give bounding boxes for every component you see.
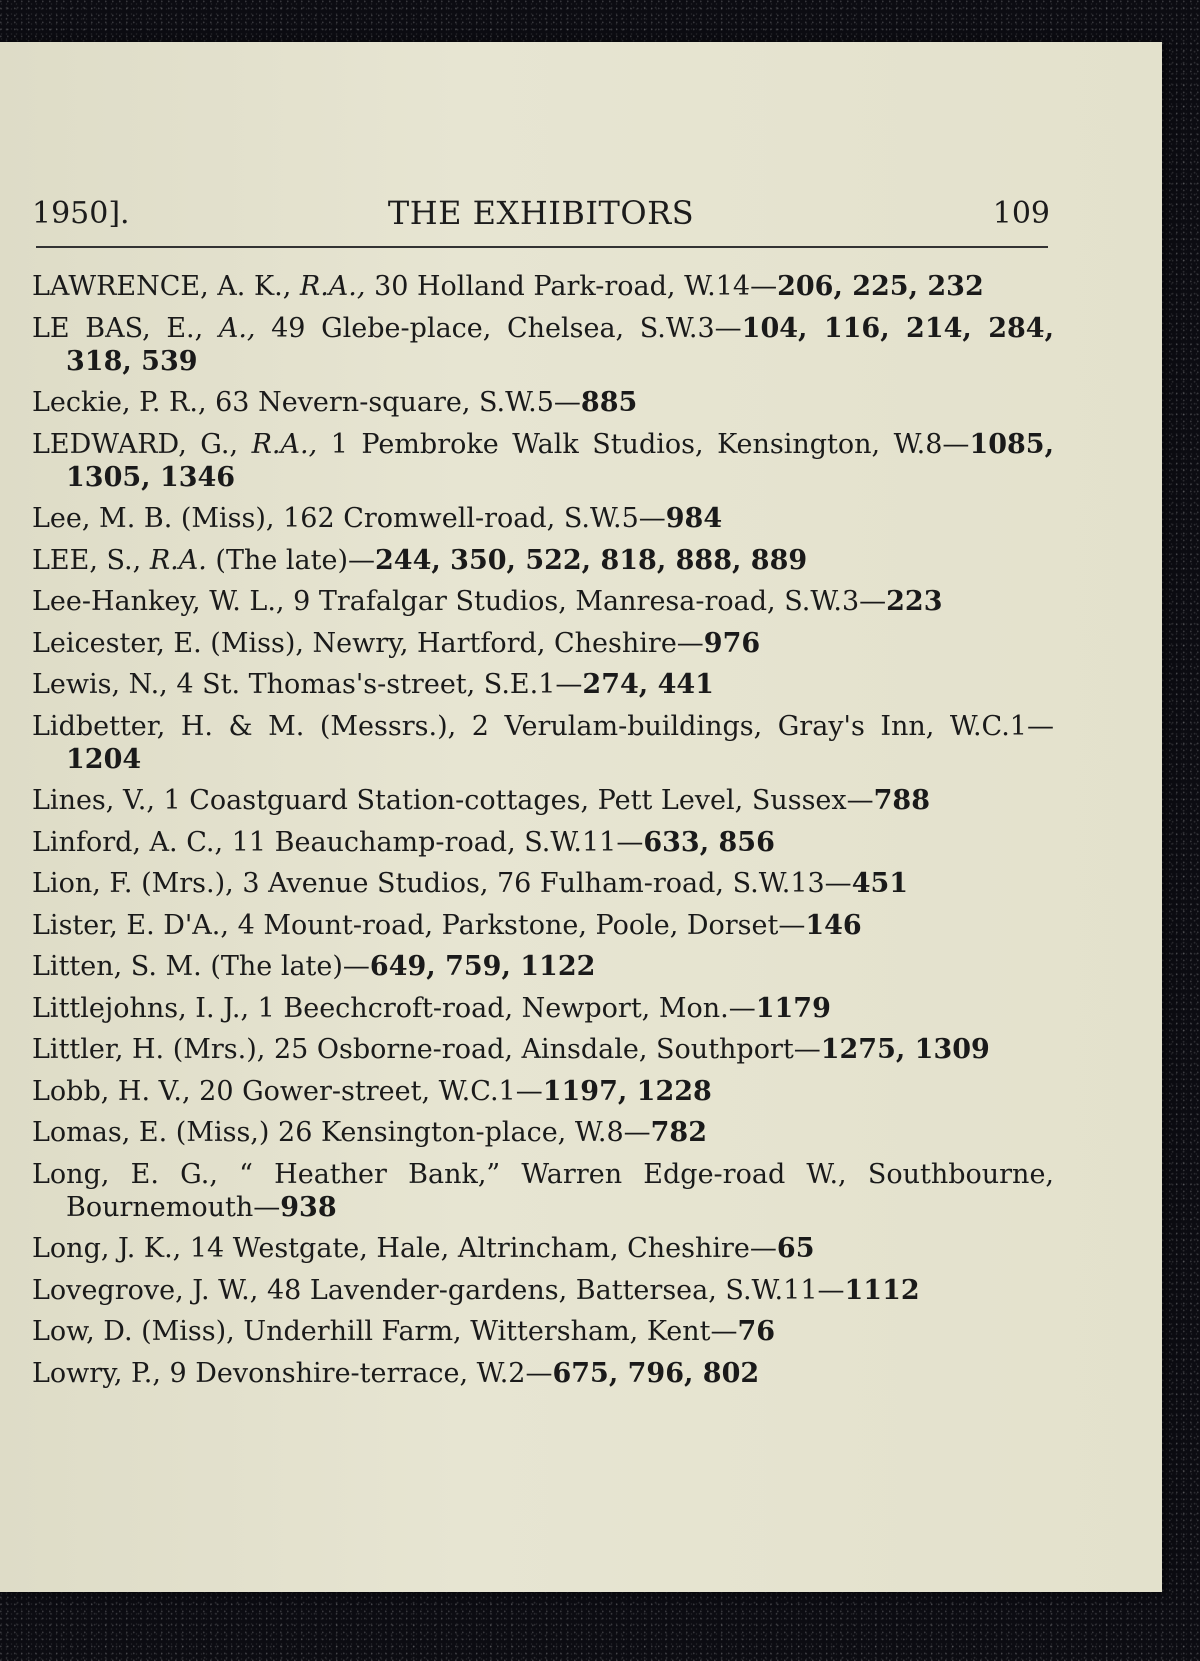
exhibitor-entry <box>32 270 1054 303</box>
exhibitor-address: 3 Avenue Studios, 76 Fulham-road, S.W.13— <box>242 868 852 899</box>
exhibitor-entry <box>32 627 1054 660</box>
exhibitor-entry <box>32 1075 1054 1108</box>
exhibit-numbers: 146 <box>805 909 862 941</box>
exhibit-numbers: 223 <box>886 586 943 617</box>
exhibit-numbers: 1112 <box>844 1274 920 1306</box>
exhibitor-address: 20 Gower-street, W.C.1— <box>199 1075 543 1107</box>
book-page <box>0 42 1162 1592</box>
exhibitor-address: (The late)— <box>215 544 375 576</box>
exhibitor-name: Littlejohns, I. J., <box>32 992 250 1024</box>
exhibit-numbers: 104, 116, 214, 284, 318, 539 <box>66 312 1054 377</box>
page-number: 109 <box>992 196 1050 231</box>
exhibitor-entry <box>32 1315 1054 1348</box>
header-rule <box>36 246 1048 248</box>
exhibitor-entry <box>32 1274 1054 1307</box>
exhibit-numbers: 1204 <box>66 743 142 775</box>
exhibitor-address: 9 Devonshire-terrace, W.2— <box>169 1357 553 1389</box>
page-title: THE EXHIBITORS <box>387 194 695 232</box>
exhibit-numbers: 206, 225, 232 <box>777 271 984 302</box>
exhibitor-name: Lion, F. (Mrs.), <box>32 868 234 899</box>
exhibit-numbers: 65 <box>776 1233 815 1264</box>
exhibitor-entry <box>32 1158 1054 1224</box>
exhibitor-distinction: R.A., <box>299 271 366 302</box>
exhibitor-entry <box>32 867 1054 900</box>
exhibitor-address: 25 Osborne-road, Ainsdale, Southport— <box>273 1034 821 1065</box>
exhibitor-distinction: A., <box>218 312 256 344</box>
exhibit-numbers: 1085, 1305, 1346 <box>66 428 1054 493</box>
exhibitor-address: 26 Kensington-place, W.8— <box>278 1117 651 1148</box>
exhibitor-name: Leicester, E. (Miss), <box>32 627 304 659</box>
exhibit-numbers: 782 <box>650 1117 708 1148</box>
page-header <box>32 190 1050 240</box>
exhibit-numbers: 675, 796, 802 <box>552 1357 760 1389</box>
exhibit-numbers: 976 <box>703 627 761 659</box>
exhibit-numbers: 1179 <box>755 992 831 1024</box>
exhibitor-entry <box>32 312 1054 378</box>
exhibitor-name: LEE, S., <box>32 544 142 576</box>
exhibitor-address: 48 Lavender-gardens, Battersea, S.W.11— <box>266 1274 845 1306</box>
exhibitor-entry <box>32 1033 1054 1066</box>
exhibit-numbers: 244, 350, 522, 818, 888, 889 <box>375 544 808 576</box>
exhibitor-name: LEDWARD, G., <box>32 428 239 460</box>
exhibitor-name: Lines, V., <box>32 785 155 816</box>
exhibitor-entry <box>32 544 1054 577</box>
exhibitor-address: Underhill Farm, Wittersham, Kent— <box>243 1316 738 1347</box>
exhibit-numbers: 649, 759, 1122 <box>369 951 596 982</box>
exhibitor-name: Long, J. K., <box>32 1233 182 1264</box>
header-year: 1950]. <box>32 196 130 231</box>
exhibit-numbers: 1197, 1228 <box>542 1075 712 1107</box>
exhibitor-address: 2 Verulam-buildings, Gray's Inn, W.C.1— <box>471 710 1054 742</box>
exhibitor-entry <box>32 585 1054 618</box>
exhibitor-name: Long, E. G., <box>32 1158 218 1190</box>
exhibitor-name: Lee-Hankey, W. L., <box>32 586 285 617</box>
exhibit-numbers: 76 <box>737 1316 776 1347</box>
exhibit-numbers: 451 <box>851 868 909 899</box>
exhibitor-address: 9 Trafalgar Studios, Manresa-road, S.W.3— <box>293 586 887 617</box>
exhibitor-address: 162 Cromwell-road, S.W.5— <box>283 503 666 534</box>
exhibit-numbers: 1275, 1309 <box>820 1034 990 1065</box>
exhibitor-name: Lomas, E. (Miss,) <box>32 1117 270 1148</box>
exhibitor-entry <box>32 909 1054 942</box>
exhibitor-entry <box>32 826 1054 859</box>
exhibitor-name: Lobb, H. V., <box>32 1075 191 1107</box>
exhibitor-entry <box>32 784 1054 817</box>
exhibitor-list <box>32 270 1054 1398</box>
exhibitor-address: 14 Westgate, Hale, Altrincham, Cheshire— <box>189 1233 777 1264</box>
exhibitor-name: Linford, A. C., <box>32 826 224 858</box>
exhibitor-name: Lowry, P., <box>32 1357 161 1389</box>
exhibitor-entry <box>32 1357 1054 1390</box>
exhibitor-address: 63 Nevern-square, S.W.5— <box>215 387 581 418</box>
exhibitor-entry <box>32 502 1054 535</box>
exhibitor-entry <box>32 1116 1054 1149</box>
exhibitor-name: Lidbetter, H. & M. (Messrs.), <box>32 710 457 742</box>
exhibitor-address: 4 Mount-road, Parkstone, Poole, Dorset— <box>237 909 806 941</box>
exhibitor-distinction: R.A. <box>149 544 207 576</box>
exhibitor-entry <box>32 428 1054 494</box>
exhibit-numbers: 274, 441 <box>582 669 714 700</box>
exhibitor-entry <box>32 668 1054 701</box>
exhibitor-entry <box>32 710 1054 776</box>
exhibitor-name: Low, D. (Miss), <box>32 1316 235 1347</box>
exhibitor-distinction: R.A., <box>251 428 318 460</box>
exhibitor-address: Newry, Hartford, Cheshire— <box>312 627 704 659</box>
exhibitor-address: “ Heather Bank,” Warren Edge-road W., Southbourne, Bournemouth— <box>66 1158 1055 1223</box>
exhibitor-name: Lewis, N., <box>32 669 168 700</box>
exhibitor-name: Lister, E. D'A., <box>32 909 229 941</box>
exhibit-numbers: 633, 856 <box>643 826 775 858</box>
exhibitor-entry <box>32 386 1054 419</box>
exhibit-numbers: 984 <box>665 503 723 534</box>
exhibitor-entry <box>32 1232 1054 1265</box>
exhibitor-name: Litten, S. M. <box>32 951 202 982</box>
exhibitor-address: 30 Holland Park-road, W.14— <box>374 271 778 302</box>
exhibitor-address: 11 Beauchamp-road, S.W.11— <box>231 826 644 858</box>
exhibitor-address: 1 Pembroke Walk Studios, Kensington, W.8— <box>330 428 970 460</box>
exhibitor-address: 49 Glebe-place, Chelsea, S.W.3— <box>271 312 742 344</box>
exhibitor-name: Leckie, P. R., <box>32 387 207 418</box>
exhibitor-name: LAWRENCE, A. K., <box>32 271 292 302</box>
exhibit-numbers: 885 <box>580 387 638 418</box>
exhibit-numbers: 788 <box>873 785 931 816</box>
exhibitor-address: 1 Beechcroft-road, Newport, Mon.— <box>257 992 756 1024</box>
exhibitor-name: Lovegrove, J. W., <box>32 1274 259 1306</box>
exhibitor-entry <box>32 992 1054 1025</box>
exhibitor-address: 1 Coastguard Station-cottages, Pett Level, Sussex— <box>163 785 874 816</box>
exhibitor-entry <box>32 950 1054 983</box>
exhibitor-name: Littler, H. (Mrs.), <box>32 1034 266 1065</box>
exhibitor-name: LE BAS, E., <box>32 312 204 344</box>
exhibitor-name: Lee, M. B. (Miss), <box>32 503 275 534</box>
exhibit-numbers: 938 <box>280 1191 337 1223</box>
exhibitor-address: 4 St. Thomas's-street, S.E.1— <box>176 669 583 700</box>
exhibitor-address: (The late)— <box>210 951 370 982</box>
